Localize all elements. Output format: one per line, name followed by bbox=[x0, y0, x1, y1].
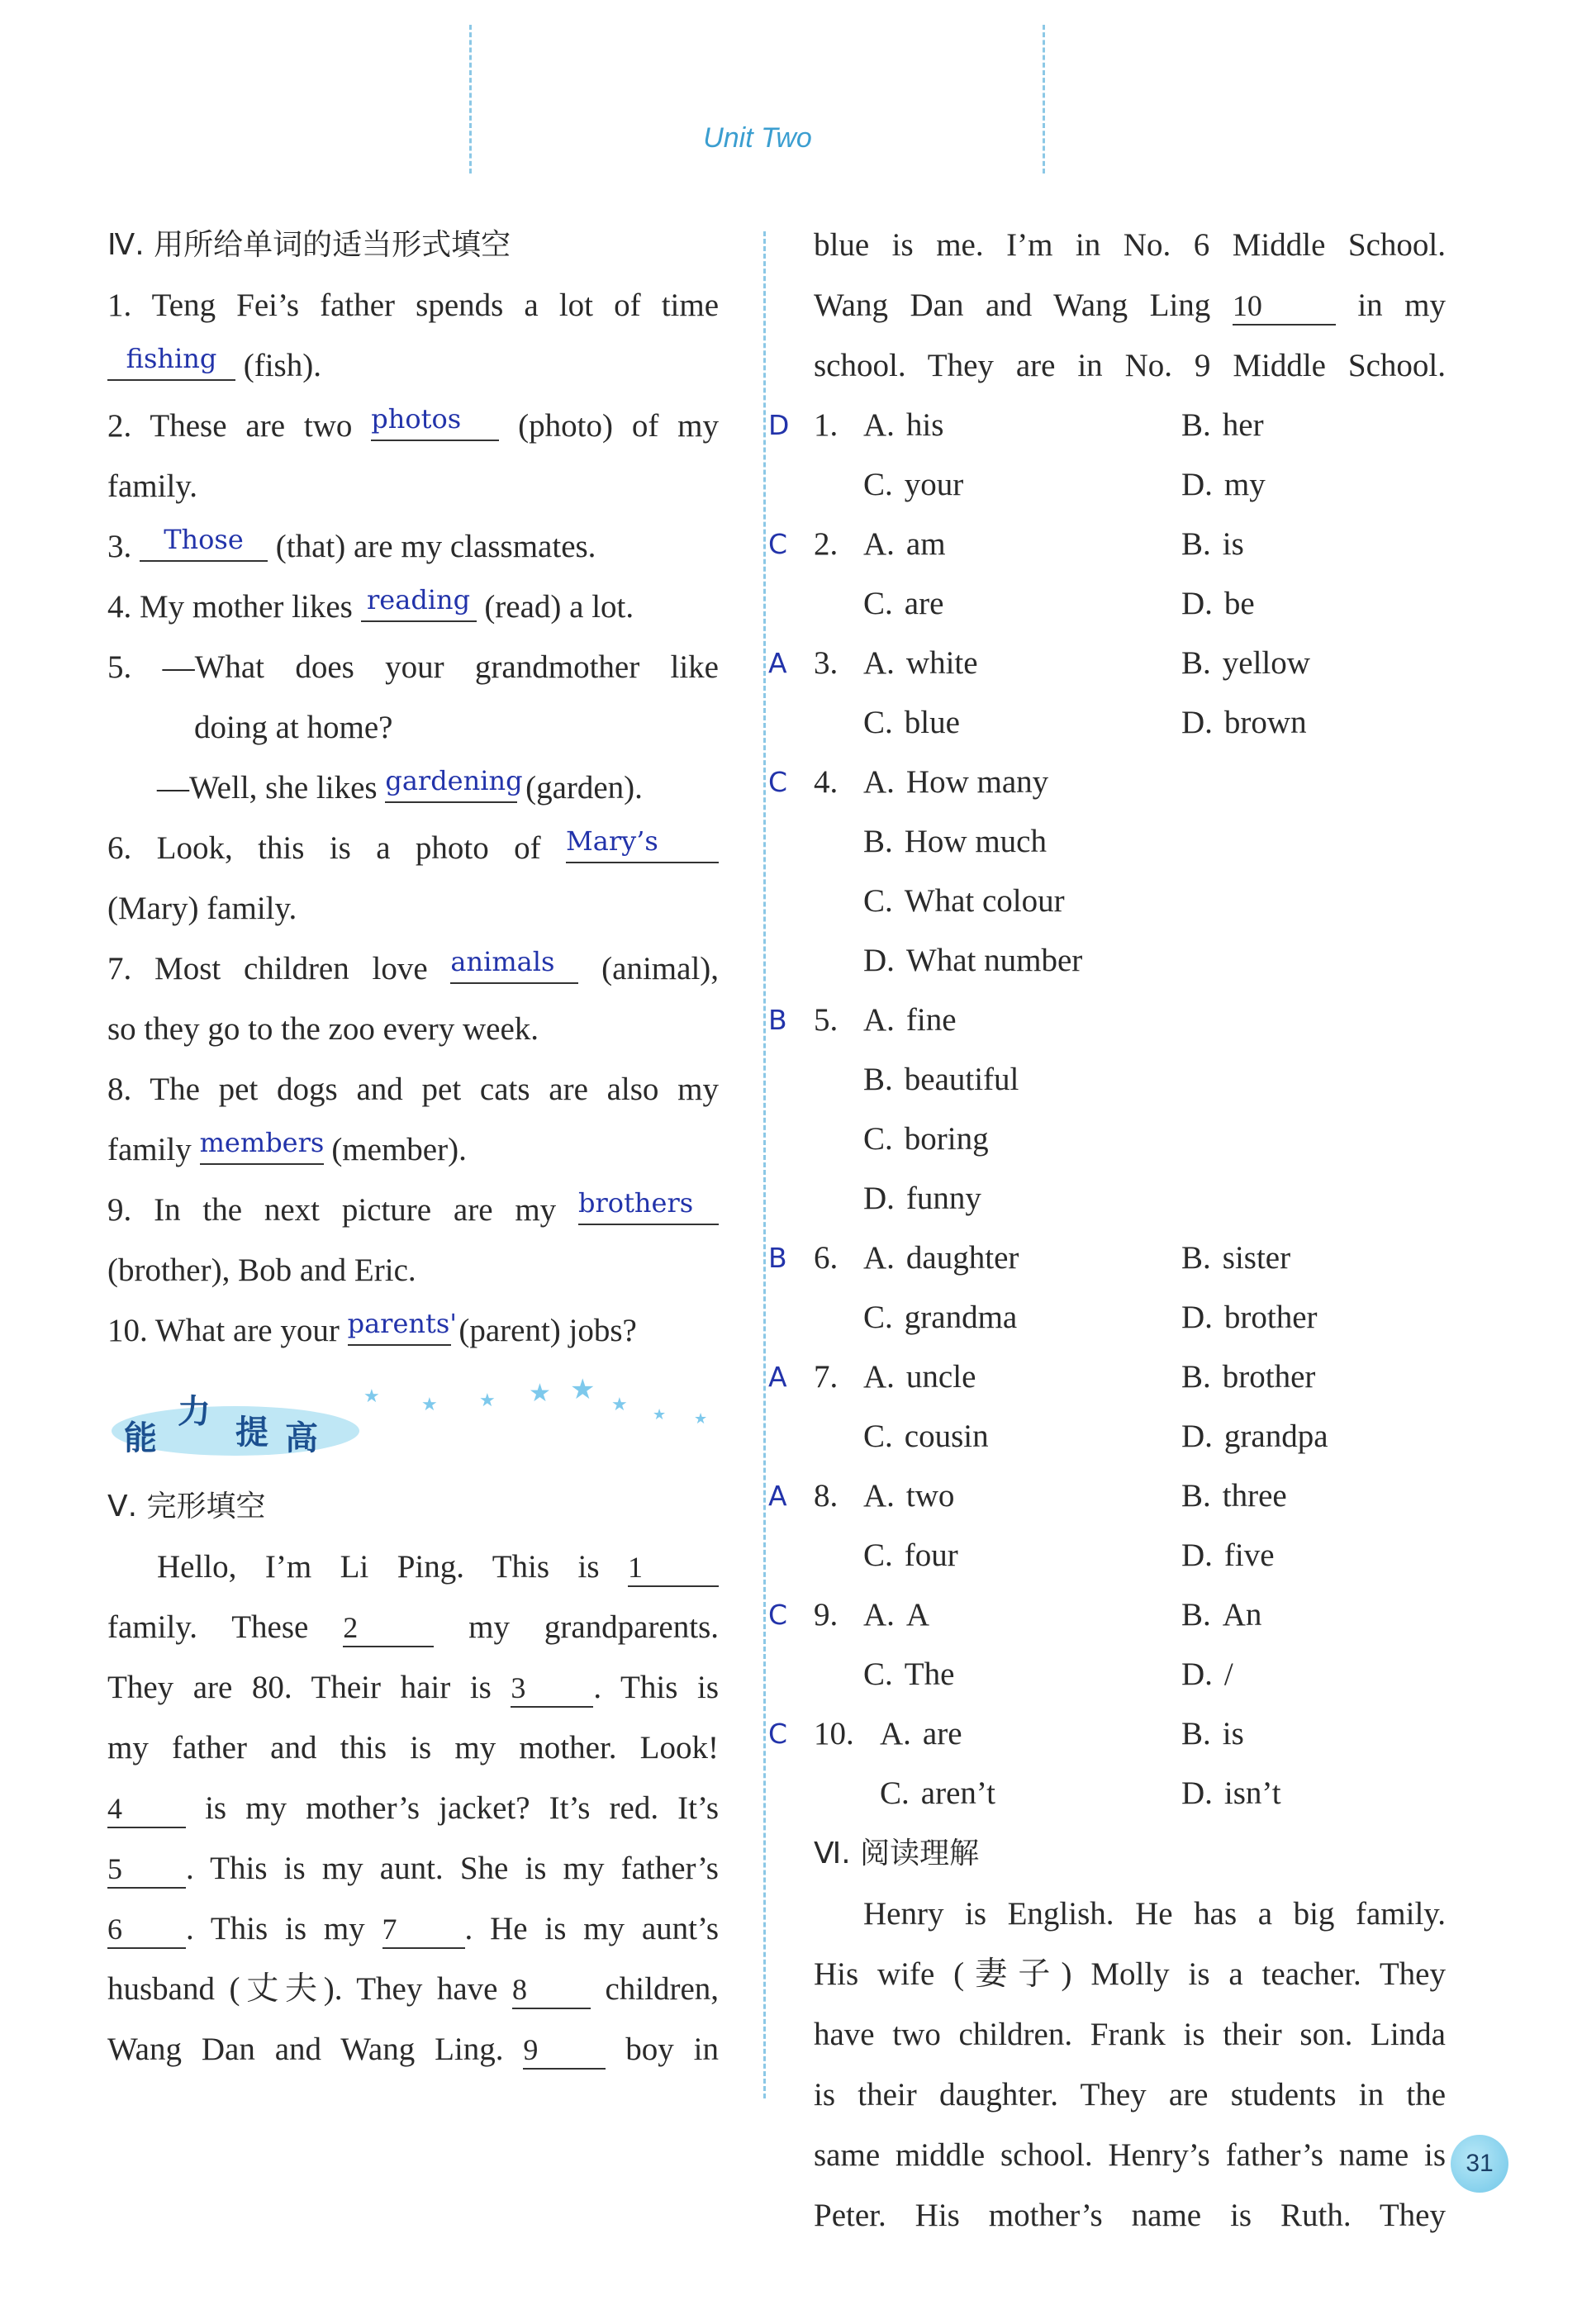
exercise-2: 2. These are two photos (photo) of my bbox=[107, 396, 719, 456]
question-row bbox=[814, 693, 1446, 753]
banner-char: 高 bbox=[285, 1419, 318, 1457]
question-row bbox=[768, 753, 1446, 812]
option-letter: B. bbox=[1181, 1597, 1211, 1633]
question-row bbox=[814, 1526, 1446, 1585]
option[interactable] bbox=[1181, 1645, 1233, 1704]
question-row bbox=[814, 1645, 1446, 1704]
option[interactable] bbox=[863, 574, 943, 634]
reading-line: Henry is English. He has a big family. bbox=[863, 1896, 1446, 1932]
option-letter: B. bbox=[1181, 645, 1211, 681]
exercise-2-cont: family. bbox=[107, 468, 198, 504]
option-letter: D. bbox=[1181, 586, 1213, 621]
option[interactable] bbox=[863, 455, 963, 515]
star-icon: ★ bbox=[611, 1394, 628, 1414]
option-text: am bbox=[905, 526, 946, 562]
option-letter: C. bbox=[863, 1537, 893, 1573]
option-text: The bbox=[904, 1656, 955, 1692]
question-row bbox=[814, 1169, 1446, 1229]
passage-line: husband (丈夫). They have 8 children, bbox=[107, 1959, 719, 2019]
star-icon: ★ bbox=[363, 1385, 380, 1406]
option[interactable] bbox=[1181, 1229, 1290, 1288]
option-text: are bbox=[904, 586, 944, 621]
option-letter: B. bbox=[863, 824, 893, 859]
option-text: grandma bbox=[904, 1300, 1018, 1335]
option[interactable] bbox=[863, 872, 1065, 931]
option-text: is bbox=[1222, 526, 1244, 562]
option[interactable] bbox=[863, 1169, 981, 1229]
option-text: four bbox=[904, 1537, 958, 1573]
option[interactable] bbox=[863, 1347, 976, 1407]
section-6-title: Ⅵ. 阅读理解 bbox=[814, 1837, 980, 1870]
question-number: 9. bbox=[814, 1597, 839, 1633]
option-letter: C. bbox=[880, 1775, 910, 1811]
option-text: An bbox=[1222, 1597, 1262, 1633]
question-row bbox=[768, 515, 1446, 574]
banner-char: 提 bbox=[235, 1414, 268, 1452]
option-text: her bbox=[1222, 407, 1264, 443]
option[interactable] bbox=[863, 396, 943, 455]
star-icon: ★ bbox=[570, 1375, 596, 1405]
exercise-5-cont: doing at home? bbox=[194, 710, 393, 745]
option-letter: A. bbox=[863, 1597, 895, 1633]
page-number: 31 bbox=[1451, 2135, 1508, 2193]
option[interactable] bbox=[863, 1288, 1017, 1347]
cloze-blank[interactable]: 8 bbox=[512, 1971, 591, 2009]
option-letter: B. bbox=[863, 1062, 893, 1097]
reading-line: have two children. Frank is their son. Linda bbox=[814, 2017, 1446, 2052]
cloze-blank[interactable]: 1 bbox=[628, 1549, 719, 1587]
option[interactable] bbox=[1181, 455, 1266, 515]
passage-line: family. These 2 my grandparents. bbox=[107, 1597, 719, 1657]
question-number: 2. bbox=[814, 526, 839, 562]
cloze-questions bbox=[768, 396, 1446, 1823]
option[interactable] bbox=[1181, 1466, 1287, 1526]
question-row bbox=[814, 574, 1446, 634]
option-letter: C. bbox=[863, 1656, 893, 1692]
passage-line: They are 80. Their hair is 3 . This is bbox=[107, 1657, 719, 1718]
section-4-title: Ⅳ. 用所给单词的适当形式填空 bbox=[107, 228, 511, 262]
option-text: my bbox=[1223, 467, 1266, 502]
option-text: two bbox=[905, 1478, 955, 1514]
option[interactable] bbox=[1181, 693, 1307, 753]
option[interactable] bbox=[1181, 1526, 1275, 1585]
passage-line: 5 . This is my aunt. She is my father’s bbox=[107, 1838, 719, 1899]
option[interactable] bbox=[1181, 396, 1264, 455]
exercise-4: 4. My mother likes reading (read) a lot. bbox=[107, 577, 719, 637]
option[interactable] bbox=[863, 1050, 1019, 1110]
question-number: 5. bbox=[814, 1002, 839, 1038]
cloze-blank[interactable]: 5 bbox=[107, 1851, 186, 1889]
option-text: aren’t bbox=[920, 1775, 995, 1811]
question-row bbox=[814, 872, 1446, 931]
option[interactable] bbox=[880, 1704, 962, 1764]
option-letter: D. bbox=[1181, 1775, 1213, 1811]
question-number: 1. bbox=[814, 407, 839, 443]
answer-mark: A bbox=[768, 1361, 787, 1393]
option-letter: D. bbox=[1181, 1656, 1213, 1692]
option-text: isn’t bbox=[1223, 1775, 1281, 1811]
exercise-7-cont: so they go to the zoo every week. bbox=[107, 1011, 539, 1047]
exercise-7: 7. Most children love animals (animal), bbox=[107, 939, 719, 999]
option-letter: B. bbox=[1181, 1359, 1211, 1395]
passage-line: Wang Dan and Wang Ling. 9 boy in bbox=[107, 2019, 719, 2079]
option-text: What colour bbox=[904, 883, 1065, 919]
question-row bbox=[768, 634, 1446, 693]
option-letter: A. bbox=[863, 407, 895, 443]
option-text: How many bbox=[905, 764, 1049, 800]
question-row bbox=[814, 1407, 1446, 1466]
option-letter: C. bbox=[863, 1419, 893, 1454]
option-text: your bbox=[904, 467, 964, 502]
option-letter: A. bbox=[863, 764, 895, 800]
option-text: are bbox=[922, 1716, 962, 1751]
option-text: is bbox=[1222, 1716, 1244, 1751]
question-row bbox=[768, 991, 1446, 1050]
passage-line: my father and this is my mother. Look! bbox=[107, 1730, 719, 1766]
answer-mark: C bbox=[768, 528, 788, 560]
option[interactable] bbox=[1181, 1704, 1244, 1764]
exercise-3: 3. Those (that) are my classmates. bbox=[107, 516, 719, 577]
star-icon: ★ bbox=[653, 1406, 667, 1423]
exercise-1: 1. Teng Fei’s father spends a lot of time bbox=[107, 288, 720, 323]
cloze-blank[interactable]: 2 bbox=[343, 1609, 434, 1647]
option-text: five bbox=[1223, 1537, 1275, 1573]
question-row bbox=[814, 812, 1446, 872]
answer-blank[interactable]: brothers bbox=[578, 1182, 719, 1225]
answer-mark: C bbox=[768, 766, 788, 798]
option[interactable] bbox=[863, 693, 960, 753]
option-text: funny bbox=[905, 1181, 981, 1216]
question-row bbox=[814, 1110, 1446, 1169]
option-letter: A. bbox=[863, 1240, 895, 1276]
answer-blank[interactable]: members bbox=[200, 1122, 324, 1165]
option-letter: B. bbox=[1181, 526, 1211, 562]
option-text: fine bbox=[905, 1002, 957, 1038]
cloze-blank[interactable]: 6 bbox=[107, 1911, 186, 1949]
option-letter: A. bbox=[863, 1359, 895, 1395]
option[interactable] bbox=[863, 1526, 958, 1585]
question-row bbox=[814, 1050, 1446, 1110]
exercise-9-cont: (brother), Bob and Eric. bbox=[107, 1252, 416, 1288]
question-row bbox=[814, 931, 1446, 991]
ability-banner bbox=[107, 1361, 719, 1476]
option-text: cousin bbox=[904, 1419, 989, 1454]
option-text: white bbox=[905, 645, 978, 681]
option[interactable] bbox=[1181, 574, 1255, 634]
option-text: boring bbox=[904, 1121, 989, 1157]
option-text: beautiful bbox=[904, 1062, 1019, 1097]
option-text: grandpa bbox=[1223, 1419, 1328, 1454]
cloze-blank[interactable]: 10 bbox=[1233, 288, 1336, 326]
question-row bbox=[768, 1704, 1446, 1764]
option-text: his bbox=[905, 407, 944, 443]
question-number: 10. bbox=[814, 1716, 854, 1751]
option-text: How much bbox=[904, 824, 1047, 859]
option-text: brother bbox=[1223, 1300, 1318, 1335]
option-letter: A. bbox=[863, 526, 895, 562]
option-text: yellow bbox=[1222, 645, 1310, 681]
answer-mark: A bbox=[768, 1480, 787, 1512]
option[interactable] bbox=[1181, 1347, 1315, 1407]
option-letter: C. bbox=[863, 883, 893, 919]
section-5-title: Ⅴ. 完形填空 bbox=[107, 1490, 266, 1523]
option-text: A bbox=[905, 1597, 930, 1633]
answer-blank[interactable]: photos bbox=[371, 398, 499, 441]
answer-mark: A bbox=[768, 647, 787, 679]
banner-char: 力 bbox=[178, 1393, 211, 1431]
option[interactable] bbox=[1181, 1407, 1328, 1466]
option-letter: D. bbox=[863, 943, 895, 978]
unit-title: Unit Two bbox=[703, 122, 812, 154]
answer-blank[interactable]: Those bbox=[140, 519, 268, 562]
option-letter: B. bbox=[1181, 1716, 1211, 1751]
exercise-8: 8. The pet dogs and pet cats are also my bbox=[107, 1072, 720, 1107]
passage-line: 6 . This is my 7 . He is my aunt’s bbox=[107, 1899, 719, 1959]
cloze-blank[interactable]: 4 bbox=[107, 1790, 186, 1828]
option-letter: C. bbox=[863, 467, 893, 502]
answer-blank[interactable]: Mary’s bbox=[566, 820, 719, 863]
option[interactable] bbox=[863, 812, 1047, 872]
option-text: uncle bbox=[905, 1359, 976, 1395]
question-row bbox=[814, 1288, 1446, 1347]
question-row bbox=[768, 1229, 1446, 1288]
option[interactable] bbox=[1181, 1764, 1281, 1823]
option[interactable] bbox=[863, 1229, 1019, 1288]
answer-blank[interactable]: animals bbox=[450, 941, 578, 984]
option-letter: D. bbox=[1181, 705, 1213, 740]
banner-char: 能 bbox=[124, 1419, 157, 1457]
exercise-9: 9. In the next picture are my brothers bbox=[107, 1180, 719, 1240]
passage-line: 4 is my mother’s jacket? It’s red. It’s bbox=[107, 1778, 719, 1838]
left-column bbox=[107, 215, 719, 2079]
column-divider bbox=[763, 231, 766, 2098]
question-row bbox=[768, 1466, 1446, 1526]
question-row bbox=[768, 1585, 1446, 1645]
question-row bbox=[768, 1347, 1446, 1407]
option-text: brother bbox=[1222, 1359, 1316, 1395]
answer-blank[interactable]: reading bbox=[361, 579, 477, 622]
cloze-blank[interactable]: 3 bbox=[511, 1670, 593, 1708]
option[interactable] bbox=[1181, 515, 1244, 574]
option-letter: C. bbox=[863, 586, 893, 621]
answer-mark: D bbox=[768, 409, 790, 441]
answer-mark: B bbox=[768, 1242, 787, 1274]
exercise-1-cont: fishing (fish). bbox=[107, 335, 719, 396]
exercise-6: 6. Look, this is a photo of Mary’s bbox=[107, 818, 719, 878]
option-letter: A. bbox=[863, 645, 895, 681]
option[interactable] bbox=[863, 634, 978, 693]
option[interactable] bbox=[863, 1407, 989, 1466]
right-column bbox=[768, 215, 1447, 2246]
question-row bbox=[768, 396, 1446, 455]
question-number: 8. bbox=[814, 1478, 839, 1514]
option[interactable] bbox=[863, 515, 946, 574]
question-number: 7. bbox=[814, 1359, 839, 1395]
exercise-5-reply: —Well, she likes gardening (garden). bbox=[107, 758, 719, 818]
option-letter: A. bbox=[863, 1478, 895, 1514]
question-number: 6. bbox=[814, 1240, 839, 1276]
option[interactable] bbox=[863, 1466, 954, 1526]
option[interactable] bbox=[1181, 1288, 1318, 1347]
star-icon: ★ bbox=[694, 1410, 708, 1427]
answer-mark: B bbox=[768, 1004, 787, 1036]
answer-blank[interactable]: fishing bbox=[107, 338, 235, 381]
option-letter: D. bbox=[1181, 1537, 1213, 1573]
answer-blank[interactable]: gardening bbox=[385, 760, 517, 803]
option-letter: C. bbox=[863, 705, 893, 740]
option-text: sister bbox=[1222, 1240, 1291, 1276]
option-letter: B. bbox=[1181, 1478, 1211, 1514]
option[interactable] bbox=[863, 1645, 954, 1704]
option-text: be bbox=[1223, 586, 1255, 621]
passage-line: Hello, I’m Li Ping. This is 1 bbox=[107, 1537, 719, 1597]
option-letter: D. bbox=[863, 1181, 895, 1216]
exercise-5: 5. —What does your grandmother like bbox=[107, 649, 719, 685]
option[interactable] bbox=[863, 1585, 929, 1645]
option-text: What number bbox=[905, 943, 1083, 978]
reading-line: is their daughter. They are students in the bbox=[814, 2077, 1446, 2113]
question-row bbox=[814, 455, 1446, 515]
question-row bbox=[814, 1764, 1446, 1823]
option-text: daughter bbox=[905, 1240, 1019, 1276]
answer-mark: C bbox=[768, 1718, 788, 1750]
cloze-blank[interactable]: 7 bbox=[382, 1911, 465, 1949]
passage-line: blue is me. I’m in No. 6 Middle School. bbox=[814, 227, 1446, 263]
answer-mark: C bbox=[768, 1599, 788, 1631]
option[interactable] bbox=[863, 931, 1082, 991]
option-letter: D. bbox=[1181, 467, 1213, 502]
reading-line: His wife (妻子) Molly is a teacher. They bbox=[814, 1956, 1446, 1992]
option-text: three bbox=[1222, 1478, 1287, 1514]
answer-blank[interactable]: parents' bbox=[348, 1303, 451, 1346]
passage-line: school. They are in No. 9 Middle School. bbox=[814, 348, 1446, 383]
exercise-10: 10. What are your parents' (parent) jobs? bbox=[107, 1300, 719, 1361]
option[interactable] bbox=[1181, 634, 1310, 693]
option-text: brown bbox=[1223, 705, 1307, 740]
option[interactable] bbox=[880, 1764, 995, 1823]
option[interactable] bbox=[863, 753, 1048, 812]
option-letter: C. bbox=[863, 1121, 893, 1157]
question-number: 4. bbox=[814, 764, 839, 800]
option-letter: A. bbox=[863, 1002, 895, 1038]
star-icon: ★ bbox=[529, 1380, 551, 1407]
option[interactable] bbox=[1181, 1585, 1261, 1645]
option[interactable] bbox=[863, 1110, 989, 1169]
star-icon: ★ bbox=[421, 1394, 438, 1414]
question-number: 3. bbox=[814, 645, 839, 681]
option-text: / bbox=[1223, 1656, 1233, 1692]
reading-line: Peter. His mother’s name is Ruth. They bbox=[814, 2198, 1446, 2233]
exercise-8-cont: family members (member). bbox=[107, 1119, 719, 1180]
option-letter: D. bbox=[1181, 1300, 1213, 1335]
cloze-blank[interactable]: 9 bbox=[523, 2032, 606, 2070]
option-text: blue bbox=[904, 705, 960, 740]
option-letter: D. bbox=[1181, 1419, 1213, 1454]
passage-line: Wang Dan and Wang Ling 10 in my bbox=[814, 275, 1446, 335]
option-letter: C. bbox=[863, 1300, 893, 1335]
exercise-6-cont: (Mary) family. bbox=[107, 891, 297, 926]
option-letter: B. bbox=[1181, 1240, 1211, 1276]
option-letter: A. bbox=[880, 1716, 911, 1751]
option[interactable] bbox=[863, 991, 957, 1050]
option-letter: B. bbox=[1181, 407, 1211, 443]
star-icon: ★ bbox=[479, 1390, 496, 1410]
reading-line: same middle school. Henry’s father’s name is bbox=[814, 2137, 1446, 2173]
